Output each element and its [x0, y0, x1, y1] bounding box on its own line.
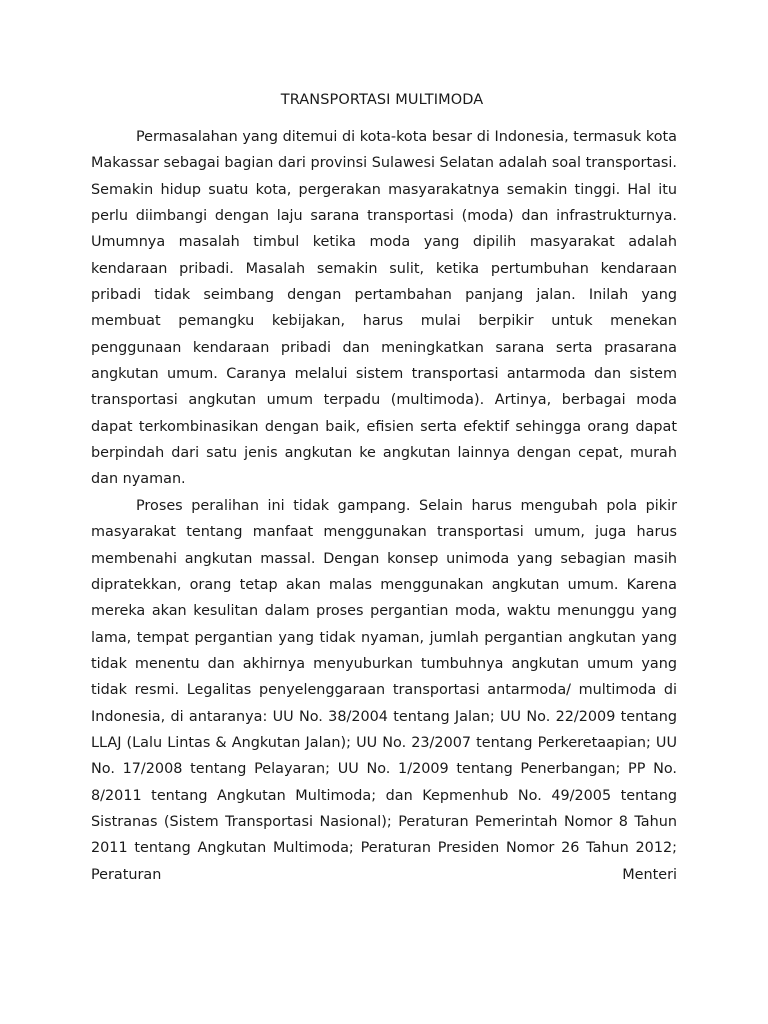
document-body [91, 124, 677, 888]
paragraph-2: Proses peralihan ini tidak gampang. Selain harus mengubah pola pikir masyarakat tentang manfaat menggunakan transportasi umum, juga harus membenahi angkutan massal. Dengan konsep unimoda yang sebagian masih dipratekkan, orang tetap akan malas menggunakan angkutan umum. Karena mereka akan kesulitan dalam proses pergantian moda, waktu menunggu yang lama, tempat pergantian yang tidak nyaman, jumlah pergantian angkutan yang tidak menentu dan akhirnya menyuburkan tumbuhnya angkutan umum yang tidak resmi. Legalitas penyelenggaraan transportasi antarmoda/ multimoda di Indonesia, di antaranya: UU No. 38/2004 tentang Jalan; UU No. 22/2009 tentang LLAJ (Lalu Lintas & Angkutan Jalan); UU No. 23/2007 tentang Perkeretaapian; UU No. 17/2008 tentang Pelayaran; UU No. 1/2009 tentang Penerbangan; PP No. 8/2011 tentang Angkutan Multimoda; dan Kepmenhub No. 49/2005 tentang Sistranas (Sistem Transportasi Nasional); Peraturan Pemerintah Nomor 8 Tahun 2011 tentang Angkutan Multimoda; Peraturan Presiden Nomor 26 Tahun 2012; Peraturan Menteri [91, 497, 677, 883]
paragraph-1: Permasalahan yang ditemui di kota-kota besar di Indonesia, termasuk kota Makassar sebagai bagian dari provinsi Sulawesi Selatan adalah soal transportasi. Semakin hidup suatu kota, pergerakan masyarakatnya semakin tinggi. Hal itu perlu diimbangi dengan laju sarana transportasi (moda) dan infrastrukturnya. Umumnya masalah timbul ketika moda yang dipilih masyarakat adalah kendaraan pribadi. Masalah semakin sulit, ketika pertumbuhan kendaraan pribadi tidak seimbang dengan pertambahan panjang jalan. Inilah yang membuat pemangku kebijakan, harus mulai berpikir untuk menekan penggunaan kendaraan pribadi dan meningkatkan sarana serta prasarana angkutan umum. Caranya melalui sistem transportasi antarmoda dan sistem transportasi angkutan umum terpadu (multimoda). Artinya, berbagai moda dapat terkombinasikan dengan baik, efisien serta efektif sehingga orang dapat berpindah dari satu jenis angkutan ke angkutan lainnya dengan cepat, murah dan nyaman. [91, 129, 677, 488]
document-title: TRANSPORTASI MULTIMODA [280, 92, 484, 108]
